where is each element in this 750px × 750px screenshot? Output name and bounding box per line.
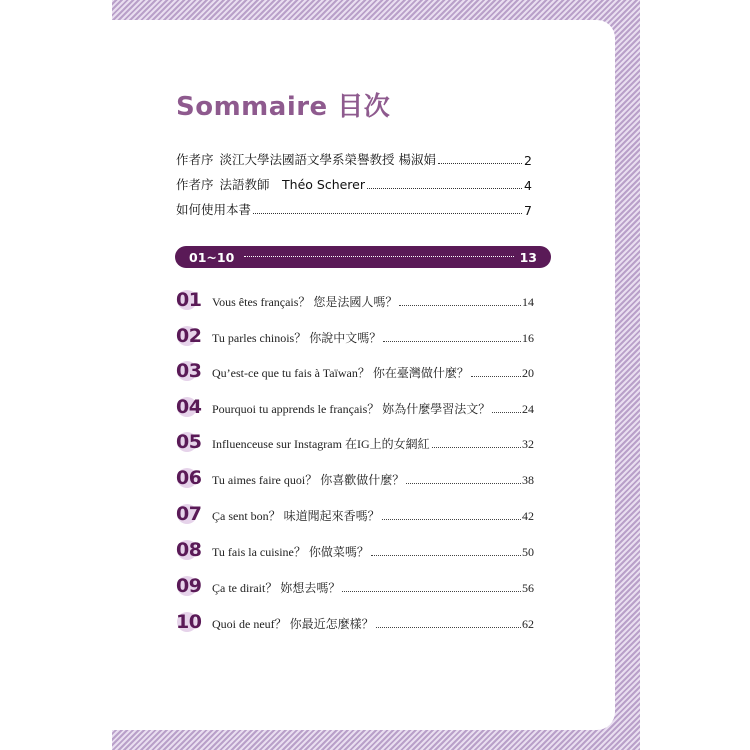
toc-entry[interactable]	[176, 323, 534, 349]
leader-dots	[342, 591, 521, 592]
leader-dots	[376, 627, 521, 628]
page-number: 2	[524, 153, 532, 168]
lesson-number: 08	[176, 539, 202, 561]
leader-dots	[471, 376, 521, 377]
lesson-number: 01	[176, 289, 202, 311]
toc-entry[interactable]	[176, 358, 534, 384]
lesson-number-badge	[176, 502, 208, 526]
lesson-title: Quoi de neuf？ 你最近怎麼樣？	[212, 617, 374, 631]
lesson-number-badge	[176, 430, 208, 454]
page-number: 4	[524, 178, 532, 193]
preface-item[interactable]	[176, 148, 532, 168]
preface-author: 淡江大學法國語文學系榮譽教授 楊淑娟	[219, 152, 436, 167]
section-label: 01~10	[189, 249, 235, 265]
section-band[interactable]	[175, 246, 551, 268]
leader-dots	[367, 188, 522, 189]
lesson-number-badge	[176, 538, 208, 562]
preface-label: 如何使用本書	[176, 202, 252, 217]
lesson-number-badge	[176, 359, 208, 383]
toc-entry[interactable]	[176, 609, 534, 635]
lesson-title: Pourquoi tu apprends le français？ 妳為什麼學習法文？	[212, 402, 491, 416]
page-number: 32	[522, 437, 534, 451]
section-page-number: 13	[519, 249, 537, 265]
lesson-number: 04	[176, 396, 202, 418]
lesson-number-badge	[176, 574, 208, 598]
leader-dots	[371, 555, 521, 556]
leader-dots	[253, 213, 522, 214]
lesson-title: Ça te dirait？ 妳想去嗎？	[212, 581, 341, 595]
page-number: 38	[522, 473, 534, 487]
leader-dots	[438, 163, 522, 164]
page-number: 24	[522, 402, 534, 416]
leader-dots	[383, 341, 521, 342]
page-title: Sommaire 目次	[176, 92, 391, 122]
lesson-title: Tu aimes faire quoi？ 你喜歡做什麼？	[212, 473, 405, 487]
page-number: 20	[522, 366, 534, 380]
preface-author: 法語教師 Théo Scherer	[219, 177, 365, 192]
page-number: 14	[522, 295, 534, 309]
leader-dots	[492, 412, 521, 413]
lesson-number: 07	[176, 503, 202, 525]
page-number: 42	[522, 509, 534, 523]
toc-entry[interactable]	[176, 573, 534, 599]
leader-dots	[244, 256, 513, 257]
toc-entry[interactable]	[176, 287, 534, 313]
lesson-title: Tu parles chinois？ 你說中文嗎？	[212, 331, 382, 345]
page-number: 16	[522, 331, 534, 345]
toc-entry[interactable]	[176, 537, 534, 563]
preface-label: 作者序	[176, 152, 214, 167]
preface-item[interactable]	[176, 173, 532, 193]
lesson-title: Influenceuse sur Instagram 在IG上的女網紅	[212, 437, 430, 451]
page-number: 56	[522, 581, 534, 595]
lesson-title: Tu fais la cuisine？ 你做菜嗎？	[212, 545, 369, 559]
page-number: 50	[522, 545, 534, 559]
page-number: 7	[524, 203, 532, 218]
leader-dots	[399, 305, 521, 306]
lesson-number: 02	[176, 325, 202, 347]
lesson-number: 05	[176, 431, 202, 453]
lesson-number-badge	[176, 610, 208, 634]
toc-entry[interactable]	[176, 429, 534, 455]
preface-item[interactable]	[176, 198, 532, 218]
lesson-number: 09	[176, 575, 202, 597]
preface-label: 作者序	[176, 177, 214, 192]
lesson-number-badge	[176, 395, 208, 419]
lesson-number: 06	[176, 467, 202, 489]
leader-dots	[406, 483, 521, 484]
toc-entry[interactable]	[176, 394, 534, 420]
lesson-number-badge	[176, 466, 208, 490]
lesson-number-badge	[176, 324, 208, 348]
toc-entry[interactable]	[176, 501, 534, 527]
lesson-title: Vous êtes français？ 您是法國人嗎？	[212, 295, 398, 309]
page-number: 62	[522, 617, 534, 631]
lesson-title: Ça sent bon？ 味道聞起來香嗎？	[212, 509, 380, 523]
toc-entry[interactable]	[176, 465, 534, 491]
leader-dots	[382, 519, 521, 520]
lesson-title: Qu’est-ce que tu fais à Taïwan？ 你在臺灣做什麼？	[212, 366, 469, 380]
leader-dots	[432, 447, 521, 448]
lesson-number: 03	[176, 360, 202, 382]
lesson-number: 10	[176, 611, 202, 633]
lesson-number-badge	[176, 288, 208, 312]
